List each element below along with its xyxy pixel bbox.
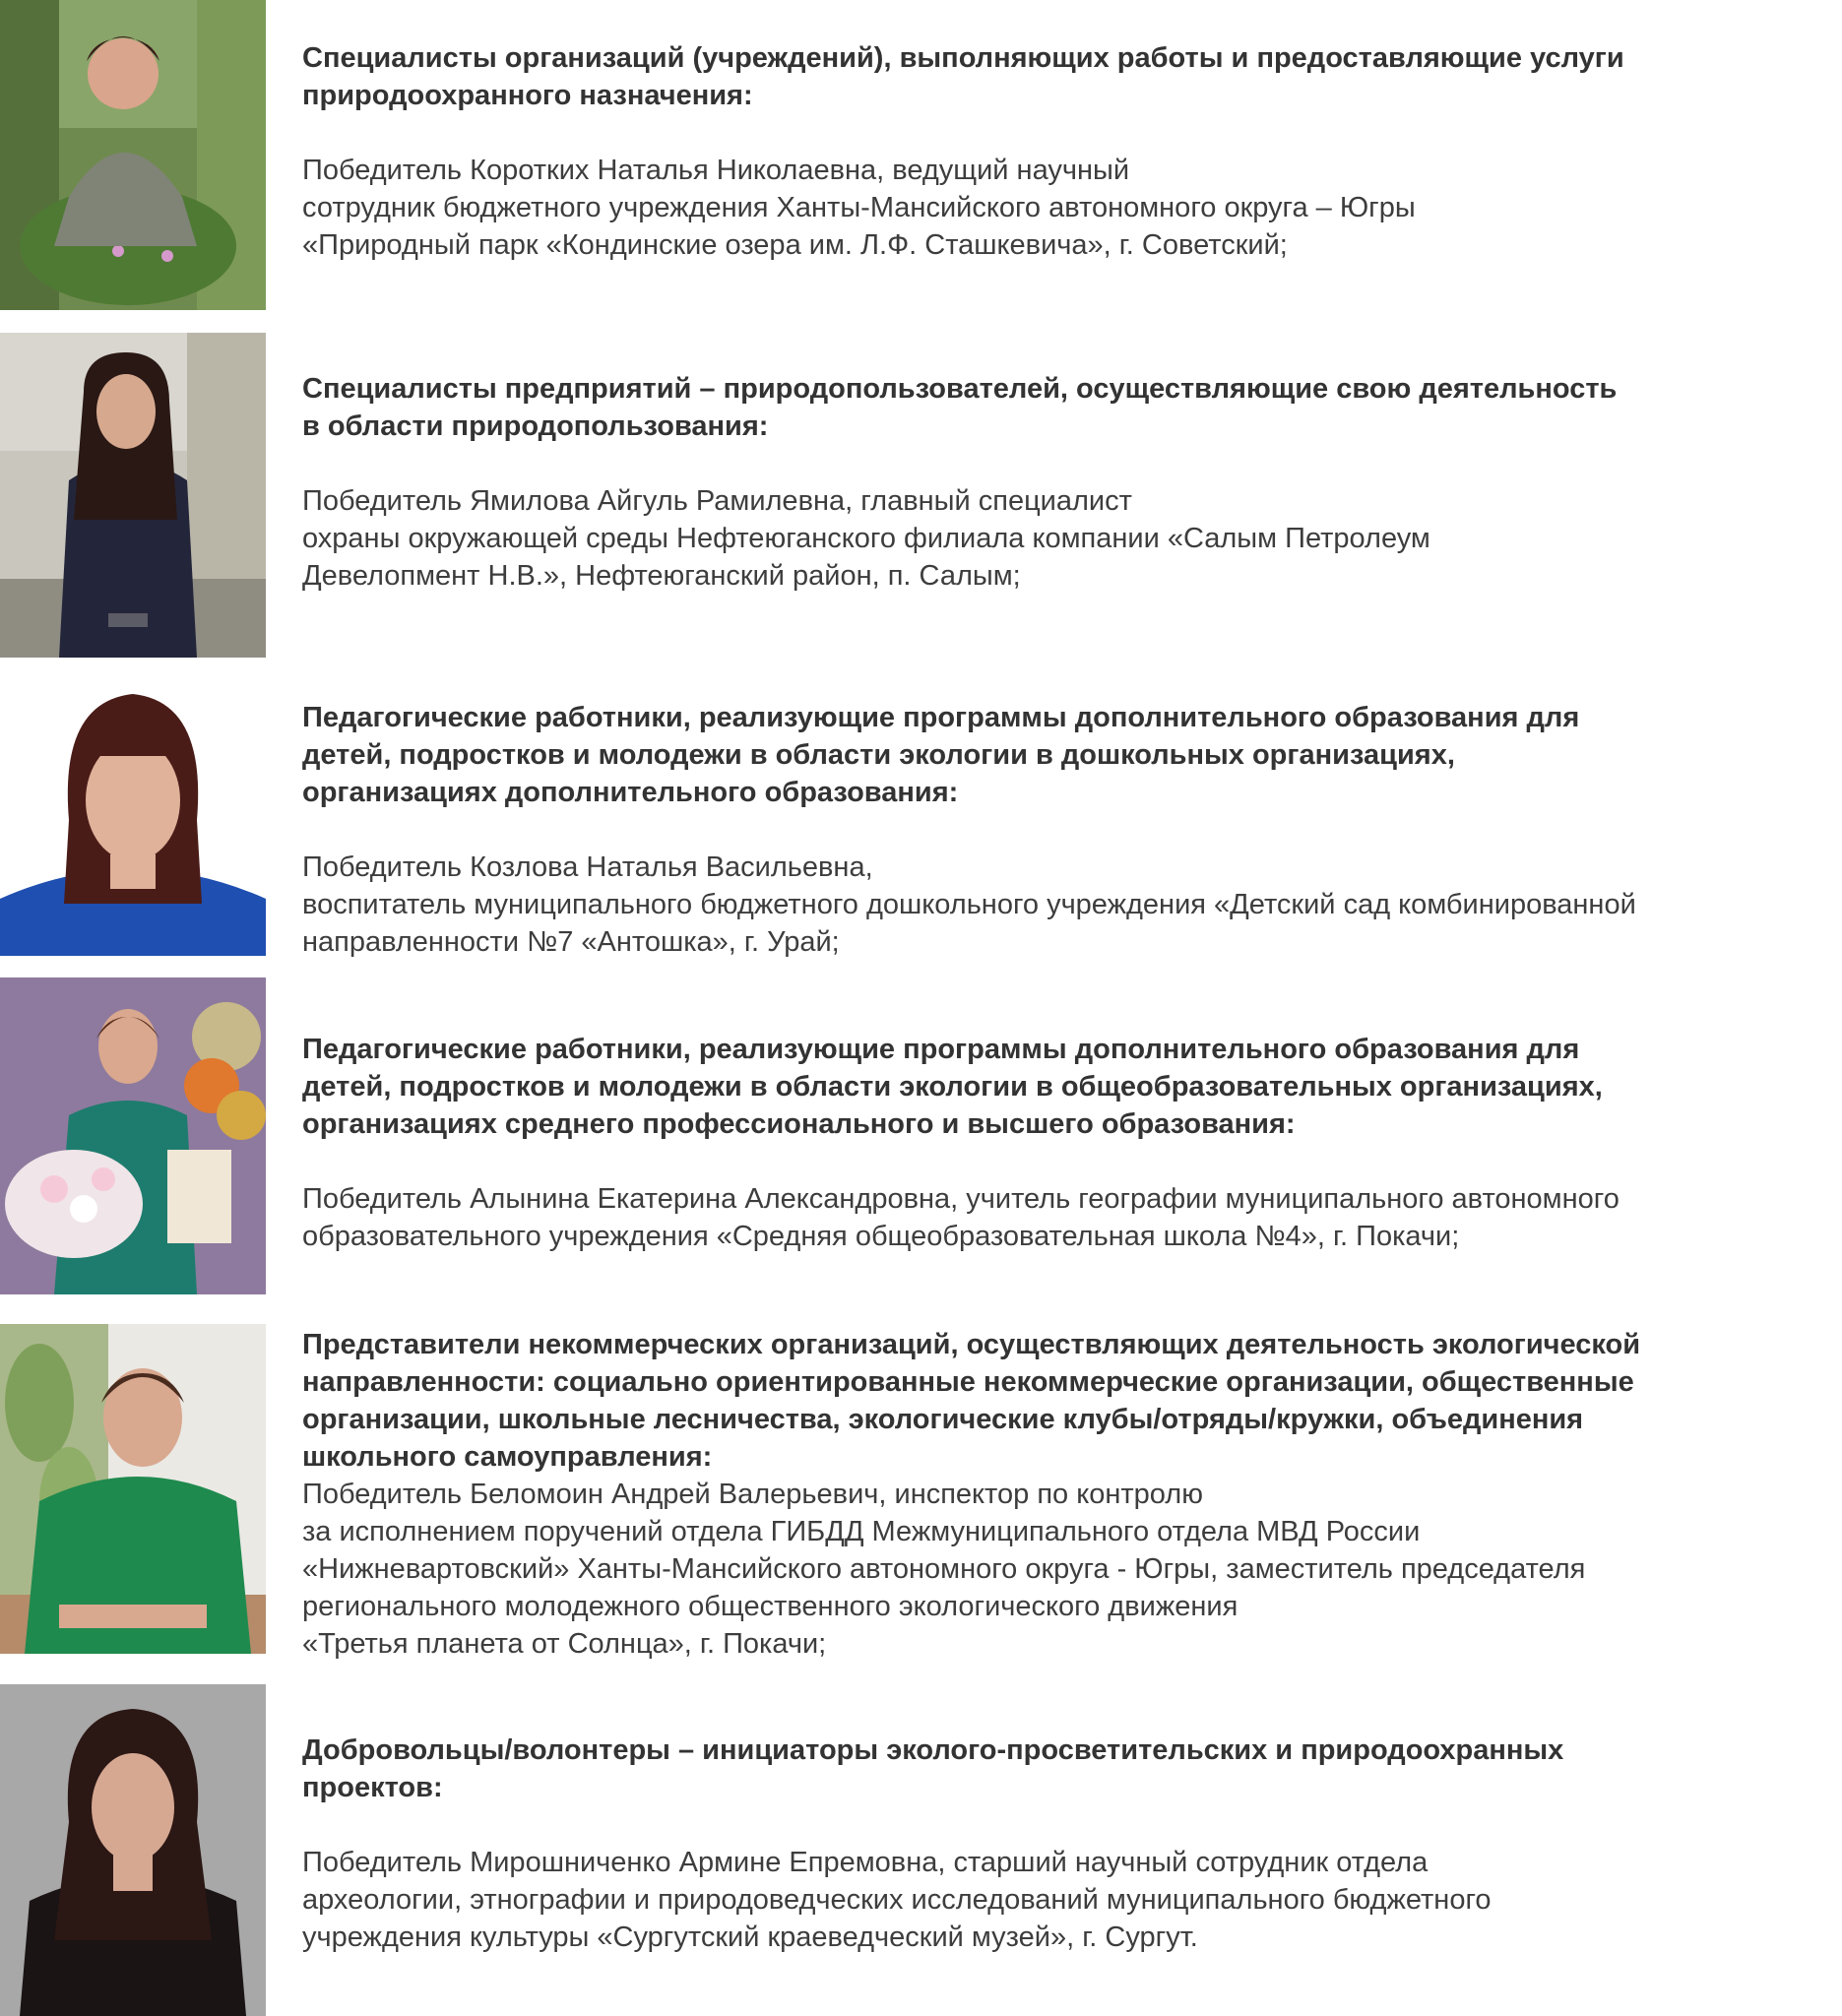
winner-text-1 (302, 39, 1838, 264)
winner-description: Победитель Козлова Наталья Васильевна, воспитатель муниципального бюджетного дошкольного учреждения «Детский сад комбинированной направленности №7 «Антошка», г. Урай; (302, 851, 1636, 958)
category-title: Педагогические работники, реализующие программы дополнительного образования для детей, подростков и молодежи в области экологии в дошкольных организациях, организациях дополнительного образования: (302, 702, 1580, 808)
winner-text-3 (302, 699, 1838, 961)
winner-photo-2 (0, 333, 266, 658)
winner-description: Победитель Мирошниченко Армине Епремовна, старший научный сотрудник отдела археологии, этнографии и природоведческих исследований муниципального бюджетного учреждения культуры «Сургутский краеведческий музей», г. Сургут. (302, 1847, 1492, 1953)
winner-photo-6 (0, 1684, 266, 2016)
winner-photo-4 (0, 977, 266, 1294)
winner-description: Победитель Беломоин Андрей Валерьевич, инспектор по контролю за исполнением поручений отдела ГИБДД Межмуниципального отдела МВД России «Нижневартовский» Ханты-Мансийского автономного округа - Югры, заместитель председателя регионального молодежного общественного экологического движения «Третья планета от Солнца», г. Покачи; (302, 1479, 1586, 1660)
winner-entry-3 (0, 672, 1842, 956)
winner-entry-4 (0, 977, 1842, 1294)
winner-entry-1 (0, 0, 1842, 310)
category-title: Педагогические работники, реализующие программы дополнительного образования для детей, подростков и молодежи в области экологии в общеобразовательных организациях, организациях среднего профессионального и высшего образования: (302, 1034, 1603, 1140)
winner-entry-6 (0, 1684, 1842, 2016)
winner-photo-1 (0, 0, 266, 310)
winner-photo-5 (0, 1324, 266, 1654)
winner-text-4 (302, 1031, 1838, 1255)
winner-text-6 (302, 1732, 1838, 1956)
category-title: Добровольцы/волонтеры – инициаторы эколого-просветительских и природоохранных проектов: (302, 1734, 1564, 1803)
winner-entry-2 (0, 333, 1842, 658)
winner-description: Победитель Алынина Екатерина Александровна, учитель географии муниципального автономного образовательного учреждения «Средняя общеобразовательная школа №4», г. Покачи; (302, 1183, 1620, 1252)
category-title: Представители некоммерческих организаций, осуществляющих деятельность экологической направленности: социально ориентированные некоммерческие организации, общественные организации, школьные лесничества, экологические клубы/отряды/кружки, объединения школьного самоуправления: (302, 1329, 1641, 1473)
winner-description: Победитель Коротких Наталья Николаевна, ведущий научный сотрудник бюджетного учреждения Ханты-Мансийского автономного округа – Югры «Природный парк «Кондинские озера им. Л.Ф. Сташкевича», г. Советский; (302, 155, 1416, 261)
winner-photo-3 (0, 672, 266, 956)
winner-description: Победитель Ямилова Айгуль Рамилевна, главный специалист охраны окружающей среды Нефтеюганского филиала компании «Салым Петролеум Девелопмент Н.В.», Нефтеюганский район, п. Салым; (302, 485, 1430, 592)
winner-entry-5 (0, 1324, 1842, 1660)
winner-text-5 (302, 1326, 1838, 1663)
category-title: Специалисты организаций (учреждений), выполняющих работы и предоставляющие услуги природоохранного назначения: (302, 42, 1624, 111)
category-title: Специалисты предприятий – природопользователей, осуществляющие свою деятельность в области природопользования: (302, 373, 1618, 442)
winner-text-2 (302, 370, 1838, 595)
